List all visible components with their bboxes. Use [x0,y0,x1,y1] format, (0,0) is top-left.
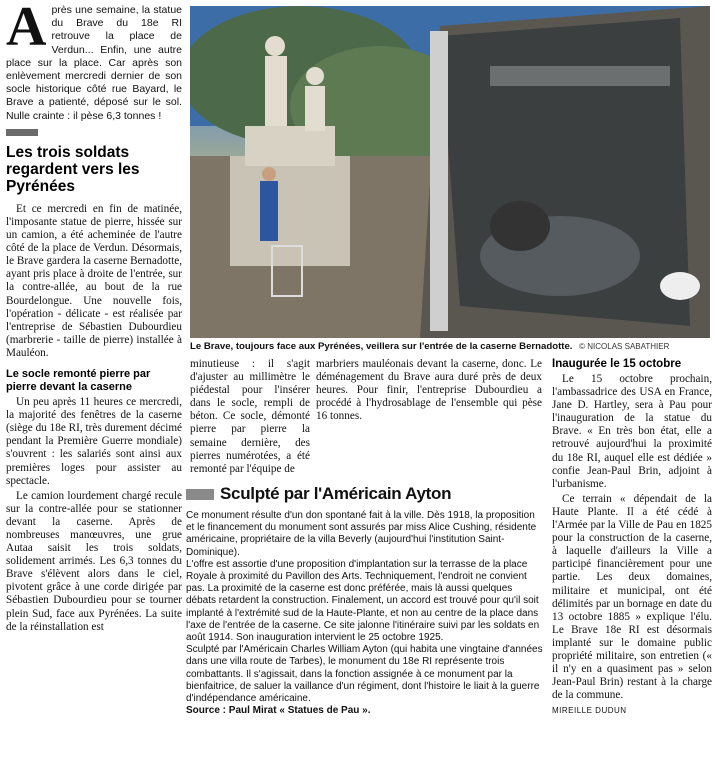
photo-credit: © NICOLAS SABATHIER [579,342,670,351]
box-header-tag [186,489,214,500]
ayton-box [186,484,544,766]
paragraph: Ce terrain « dépendait de la Haute Plante. Il a été cédé à l'Armée par la Ville de Pau en 1825 pour la construction de la caserne, à laquelle d'ailleurs la Ville a participé financièrement pour une partie. Les deux domaines, militaire et municipal, ont été délimités par un bornage en date du 13 octobre 1885 » explique l'élu. Le Brave 18e RI est désormais implanté sur le domaine public propriété militaire, son entretien (« il n'y en a quasiment pas » selon Jean-Paul Brin) restant à la charge de la commune. [552,492,712,702]
caption-text: Le Brave, toujours face aux Pyrénées, veillera sur l'entrée de la caserne Bernadotte. [190,341,573,352]
column-2 [190,358,310,478]
drop-cap: A [6,0,47,58]
box-title: Sculpté par l'Américain Ayton [220,484,452,503]
col1-body [6,203,182,360]
paragraph: minutieuse : il s'agit d'ajuster au millimètre le piédestal pour l'insérer dans le socle, rempli de béton. Ce socle, démonté pierre par pierre la semaine dernière, des pierres numérotées, a été remonté par l'équipe de [190,358,310,475]
paragraph: Et ce mercredi en fin de matinée, l'imposante statue de pierre, hissée sur un camion, a été acheminée de l'autre côté de la place de Verdun. Désormais, le Brave gardera la caserne Bernadotte, ayant pris place à droite de l'entrée, sur la contre-allée, au bout de la rue Bourdelongue. Une nouvelle fois, l'opération - délicate - est réalisée par l'entreprise de Sébastien Dubourdieu (marbrerie - taille de pierre) installée à Mauléon. [6,202,182,359]
subhead-inauguration: Inaugurée le 15 octobre [552,358,682,370]
photo-caption [190,341,710,353]
column-4 [552,358,712,717]
box-paragraph: L'offre est assortie d'une proposition d'implantation sur la terrasse de la place Royale à proximité du Pavillon des Arts. Techniquement, l'endroit ne convient pas. La proximité de la caserne est donc préférée, mais là aussi quelques débats retardent la construction. Finalement, un accord est trouvé pour qu'il soit implanté à l'extrémité sud de la Haute-Plante, et non au centre de la place dans l'axe de l'entrée de la caserne. Ce site jalonne l'itinéraire suivi par les soldats en août 1914. Son inauguration intervient le 25 octobre 1925. [186,558,540,644]
author-signature: MIREILLE DUDUN [552,706,627,716]
box-source [186,705,544,717]
photo-illustration [190,6,710,338]
source-text: Source : Paul Mirat « Statues de Pau ». [186,705,371,717]
intro-block [6,0,182,123]
paragraph: Le 15 octobre prochain, l'ambassadrice des USA en France, Jane D. Hartley, sera à Pau pour l'inauguration de la statue du Brave. « En très bon état, elle a retrouvé aujourd'hui la proximité du 18e RI, auquel elle est dédiée » confie Jean-Paul Brin, adjoint à l'urbanisme. [552,373,712,490]
intro-text: près une semaine, la statue du Brave du 18e RI retrouve la place de Verdun... Enfin, une autre place sur la place. Car après son enlèvement mercredi dernier de son socle historique côté rue Bayard, le Brave a patienté, déposé sur le sol. Nulle crainte : il pèse 6,3 tonnes ! [6,4,182,122]
box-body [186,510,544,717]
box-header [186,484,544,504]
paragraph: marbriers mauléonais devant la caserne, donc. Le déménagement du Brave aura duré près de deux heures. Pour finir, l'entreprise Dubourdieu a procédé à l'hydrosablage de l'ensemble qui pèse 16 tonnes. [316,358,542,423]
col1-body-2 [6,396,182,634]
statue-photo [190,6,710,338]
column-3 [316,358,542,425]
headline: Les trois soldats regardent vers les Pyrénées [6,143,140,195]
box-paragraph: Sculpté par l'Américain Charles William Ayton (qui habita une vingtaine d'années dans une villa route de Tarbes), le monument du 18e RI représente trois combattants. Il s'agissait, dans la fonction assignée à ce monument par la bienfaitrice, de saluer la vaillance d'un régiment, dont l'histoire le liait à la guerre d'indépendance américaine. [186,644,543,705]
paragraph: Le camion lourdement chargé recule sur la contre-allée pour se stationner devant la caserne. Après de nombreuses manœuvres, une grue Autaa saisit les trois soldats, solidement arrimés. Les 6,3 tonnes du Brave s'élèvent alors dans le ciel, pivotent grâce à une corde dirigée par Sébastien Dubourdieu pour se tourner plein Sud, face aux Pyrénées. La suite de la réinstallation est [6,489,182,633]
section-tag [6,129,38,136]
box-paragraph: Ce monument résulte d'un don spontané fait à la ville. Dès 1918, la proposition et le financement du monument sont assurés par miss Alice Cushing, résidente américaine, propriétaire de la villa Beverly (aujourd'hui l'institution Saint-Dominique). [186,510,537,558]
subhead-socle: Le socle remonté pierre par pierre devant la caserne [6,368,151,394]
paragraph: Un peu après 11 heures ce mercredi, la majorité des fenêtres de la caserne (siège du 18e RI, très durement décimé pendant la Première Guerre mondiale) s'ouvrent : les salariés sont ainsi aux premières loges pour assister au spectacle. [6,396,182,487]
column-1 [6,0,182,636]
